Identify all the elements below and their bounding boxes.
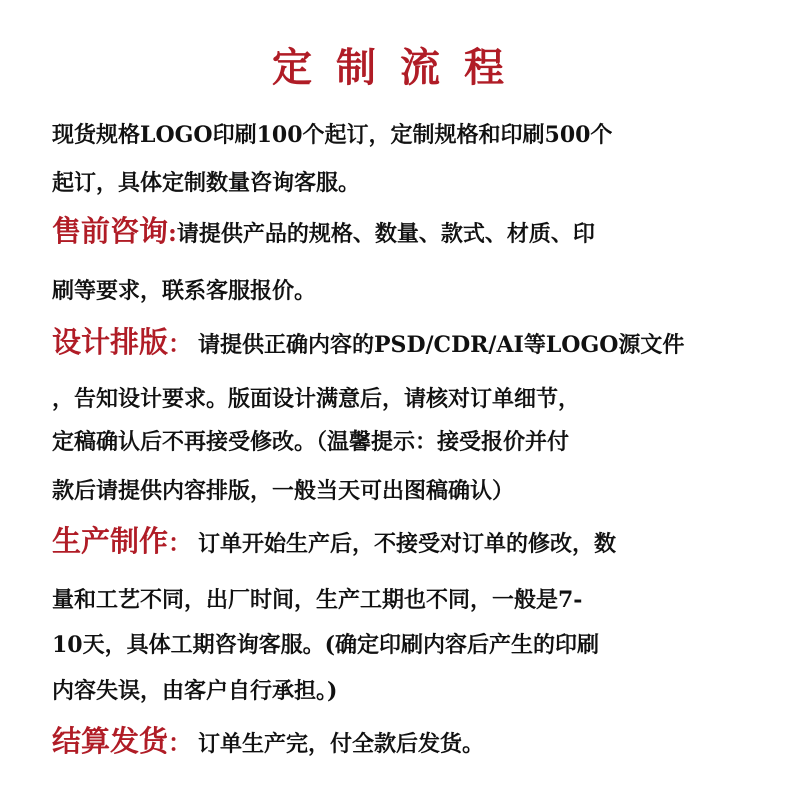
section-production xyxy=(52,526,616,559)
section-colon: ： xyxy=(168,329,193,358)
section-production-line-3: 10天，具体工期咨询客服。(确定印刷内容后产生的印刷 xyxy=(52,632,600,658)
section-colon: ： xyxy=(168,528,193,557)
section-production-line-4: 内容失误，由客户自行承担。) xyxy=(52,678,338,704)
section-design-line-4: 款后请提供内容排版，一般当天可出图稿确认） xyxy=(52,478,515,504)
section-heading: 设计排版 xyxy=(52,325,169,359)
section-text: 请提供产品的规格、数量、款式、材质、印 xyxy=(176,221,595,247)
section-design xyxy=(52,327,684,360)
section-heading: 生产制作 xyxy=(52,524,169,558)
section-design-line-2: ，告知设计要求。版面设计满意后，请核对订单细节， xyxy=(52,386,581,412)
intro-line-1: 现货规格LOGO印刷100个起订，定制规格和印刷500个 xyxy=(52,122,613,148)
section-presale xyxy=(52,216,595,249)
section-colon: ： xyxy=(168,728,193,757)
section-colon: : xyxy=(168,218,177,247)
section-text: 订单生产完，付全款后发货。 xyxy=(198,731,485,757)
page-title: 定制流程 xyxy=(272,44,528,91)
section-delivery xyxy=(52,726,484,759)
section-heading: 售前咨询 xyxy=(52,214,169,248)
section-text: 订单开始生产后，不接受对订单的修改，数 xyxy=(198,531,617,557)
section-production-line-2: 量和工艺不同，出厂时间，生产工期也不同，一般是7- xyxy=(52,587,583,613)
section-presale-line-2: 刷等要求，联系客服报价。 xyxy=(52,278,317,304)
intro-line-2: 起订，具体定制数量咨询客服。 xyxy=(52,170,361,196)
section-heading: 结算发货 xyxy=(52,724,169,758)
section-text: 请提供正确内容的PSD/CDR/AI等LOGO源文件 xyxy=(198,332,685,358)
section-design-line-3: 定稿确认后不再接受修改。（温馨提示：接受报价并付 xyxy=(52,429,570,455)
